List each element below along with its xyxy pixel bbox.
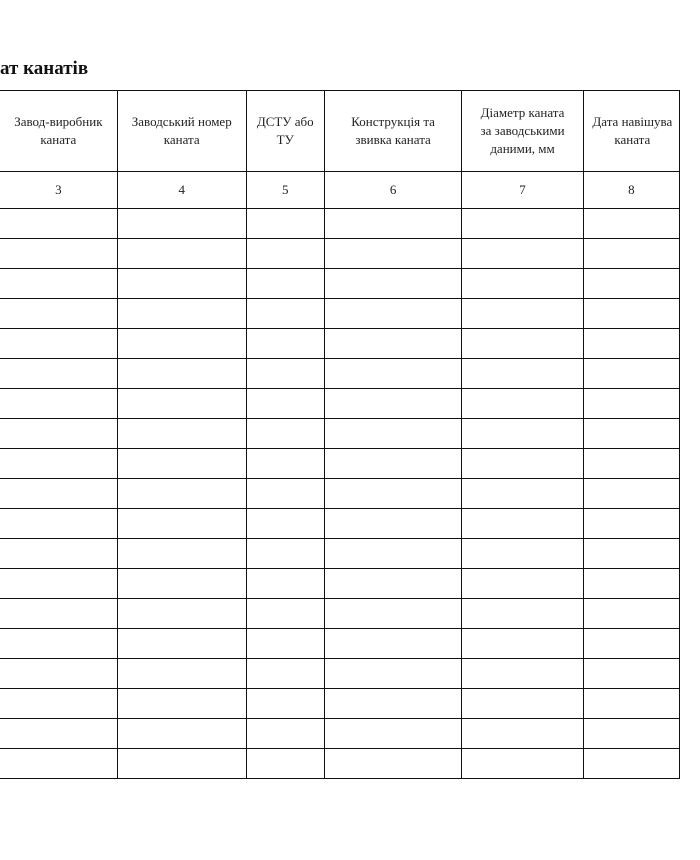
table-cell[interactable]	[583, 239, 679, 269]
table-cell[interactable]	[324, 659, 462, 689]
table-cell[interactable]	[246, 419, 324, 449]
table-cell[interactable]	[246, 749, 324, 779]
table-cell[interactable]	[246, 689, 324, 719]
column-number: 6	[324, 172, 462, 209]
column-header-standard: ДСТУ або ТУ	[246, 91, 324, 172]
table-cell[interactable]	[0, 509, 117, 539]
table-cell[interactable]	[117, 209, 246, 239]
table-cell[interactable]	[0, 449, 117, 479]
table-cell[interactable]	[583, 329, 679, 359]
table-cell[interactable]	[583, 449, 679, 479]
table-cell[interactable]	[583, 749, 679, 779]
table-cell[interactable]	[324, 209, 462, 239]
table-row	[0, 719, 680, 749]
table-row	[0, 749, 680, 779]
table-cell[interactable]	[117, 629, 246, 659]
table-cell[interactable]	[462, 749, 583, 779]
table-cell[interactable]	[246, 329, 324, 359]
table-cell[interactable]	[462, 569, 583, 599]
table-row	[0, 299, 680, 329]
table-cell[interactable]	[117, 749, 246, 779]
table-row	[0, 209, 680, 239]
table-cell[interactable]	[246, 659, 324, 689]
table-cell[interactable]	[462, 209, 583, 239]
table-cell[interactable]	[462, 719, 583, 749]
table-cell[interactable]	[583, 359, 679, 389]
table-cell[interactable]	[324, 389, 462, 419]
table-cell[interactable]	[0, 299, 117, 329]
table-cell[interactable]	[324, 749, 462, 779]
table-cell[interactable]	[117, 419, 246, 449]
table-cell[interactable]	[246, 389, 324, 419]
table-cell[interactable]	[117, 479, 246, 509]
table-cell[interactable]	[246, 449, 324, 479]
table-cell[interactable]	[583, 719, 679, 749]
table-row	[0, 359, 680, 389]
table-cell[interactable]	[324, 269, 462, 299]
table-cell[interactable]	[0, 689, 117, 719]
table-row	[0, 389, 680, 419]
table-cell[interactable]	[246, 719, 324, 749]
table-cell[interactable]	[246, 479, 324, 509]
table-row	[0, 509, 680, 539]
table-row	[0, 689, 680, 719]
table-cell[interactable]	[117, 569, 246, 599]
table-cell[interactable]	[246, 359, 324, 389]
table-cell[interactable]	[324, 599, 462, 629]
table-cell[interactable]	[324, 479, 462, 509]
table-cell[interactable]	[583, 629, 679, 659]
table-cell[interactable]	[462, 629, 583, 659]
table-cell[interactable]	[324, 629, 462, 659]
table-cell[interactable]	[0, 599, 117, 629]
table-cell[interactable]	[324, 509, 462, 539]
table-cell[interactable]	[462, 599, 583, 629]
table-cell[interactable]	[0, 569, 117, 599]
table-cell[interactable]	[324, 299, 462, 329]
table-row	[0, 569, 680, 599]
table-cell[interactable]	[462, 269, 583, 299]
table-cell[interactable]	[462, 359, 583, 389]
column-header-hanging-date: Дата навішува каната	[583, 91, 679, 172]
table-cell[interactable]	[0, 749, 117, 779]
table-cell[interactable]	[324, 569, 462, 599]
table-cell[interactable]	[0, 269, 117, 299]
table-cell[interactable]	[0, 419, 117, 449]
table-cell[interactable]	[462, 329, 583, 359]
rope-register-table	[0, 90, 680, 779]
header-row	[0, 91, 680, 172]
table-cell[interactable]	[583, 509, 679, 539]
table-cell[interactable]	[246, 539, 324, 569]
table-cell[interactable]	[462, 239, 583, 269]
column-number: 4	[117, 172, 246, 209]
table-row	[0, 659, 680, 689]
column-header-diameter: Діаметр каната за заводськими даними, мм	[462, 91, 583, 172]
page-title: ат канатів	[0, 58, 89, 79]
table-cell[interactable]	[583, 569, 679, 599]
table-cell[interactable]	[246, 509, 324, 539]
column-number: 5	[246, 172, 324, 209]
table-cell[interactable]	[0, 209, 117, 239]
table-cell[interactable]	[324, 719, 462, 749]
column-number-row	[0, 172, 680, 209]
table-cell[interactable]	[0, 329, 117, 359]
table-cell[interactable]	[117, 449, 246, 479]
table-row	[0, 269, 680, 299]
table-cell[interactable]	[117, 299, 246, 329]
table-cell[interactable]	[246, 629, 324, 659]
table-cell[interactable]	[324, 689, 462, 719]
table-cell[interactable]	[583, 389, 679, 419]
column-header-construction: Конструкція та звивка каната	[324, 91, 462, 172]
table-row	[0, 479, 680, 509]
table-cell[interactable]	[0, 659, 117, 689]
table-cell[interactable]	[583, 659, 679, 689]
table-cell[interactable]	[246, 569, 324, 599]
table-cell[interactable]	[462, 419, 583, 449]
table-cell[interactable]	[324, 419, 462, 449]
table-cell[interactable]	[462, 449, 583, 479]
table-cell[interactable]	[583, 269, 679, 299]
table-row	[0, 419, 680, 449]
column-header-serial-number: Заводський номер каната	[117, 91, 246, 172]
table-cell[interactable]	[117, 269, 246, 299]
table-cell[interactable]	[0, 539, 117, 569]
table-cell[interactable]	[462, 659, 583, 689]
table-row	[0, 629, 680, 659]
table-cell[interactable]	[246, 269, 324, 299]
table-body	[0, 209, 680, 779]
table-cell[interactable]	[462, 509, 583, 539]
table-cell[interactable]	[246, 209, 324, 239]
table-cell[interactable]	[462, 479, 583, 509]
table-cell[interactable]	[117, 389, 246, 419]
column-number: 7	[462, 172, 583, 209]
table-cell[interactable]	[0, 719, 117, 749]
table-row	[0, 539, 680, 569]
column-number: 3	[0, 172, 117, 209]
table-cell[interactable]	[583, 419, 679, 449]
table-cell[interactable]	[246, 599, 324, 629]
table-cell[interactable]	[324, 359, 462, 389]
table-cell[interactable]	[462, 299, 583, 329]
table-cell[interactable]	[117, 359, 246, 389]
table-cell[interactable]	[246, 299, 324, 329]
table-cell[interactable]	[462, 689, 583, 719]
table-cell[interactable]	[117, 599, 246, 629]
table-cell[interactable]	[246, 239, 324, 269]
column-header-manufacturer: Завод-виробник каната	[0, 91, 117, 172]
table-cell[interactable]	[117, 509, 246, 539]
table-cell[interactable]	[0, 479, 117, 509]
table-cell[interactable]	[324, 239, 462, 269]
table-row	[0, 239, 680, 269]
table-row	[0, 329, 680, 359]
table-cell[interactable]	[324, 449, 462, 479]
table-cell[interactable]	[583, 479, 679, 509]
table-cell[interactable]	[583, 599, 679, 629]
table-cell[interactable]	[0, 389, 117, 419]
table-cell[interactable]	[0, 359, 117, 389]
table-cell[interactable]	[462, 539, 583, 569]
column-number: 8	[583, 172, 679, 209]
table-cell[interactable]	[117, 539, 246, 569]
table-cell[interactable]	[324, 539, 462, 569]
table-cell[interactable]	[0, 239, 117, 269]
table-cell[interactable]	[583, 689, 679, 719]
table-cell[interactable]	[117, 329, 246, 359]
table-cell[interactable]	[117, 689, 246, 719]
table-cell[interactable]	[117, 239, 246, 269]
table-row	[0, 449, 680, 479]
table-cell[interactable]	[583, 539, 679, 569]
table-cell[interactable]	[324, 329, 462, 359]
table-cell[interactable]	[583, 209, 679, 239]
table-cell[interactable]	[117, 659, 246, 689]
table-row	[0, 599, 680, 629]
table-cell[interactable]	[117, 719, 246, 749]
table-cell[interactable]	[583, 299, 679, 329]
table-cell[interactable]	[462, 389, 583, 419]
table-cell[interactable]	[0, 629, 117, 659]
